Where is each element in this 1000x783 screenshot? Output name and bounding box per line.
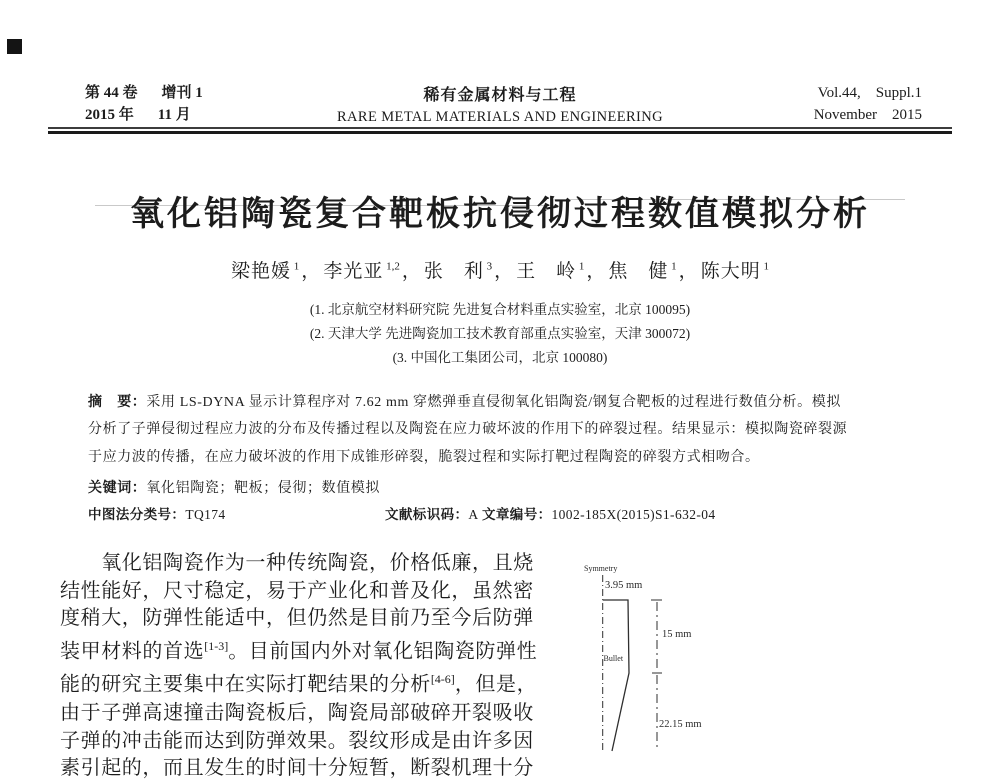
upper-dim-label: 15 mm <box>662 629 692 640</box>
journal-name-en: RARE METAL MATERIALS AND ENGINEERING <box>336 109 664 125</box>
text-line <box>88 444 918 471</box>
author-separator: ， <box>401 261 422 282</box>
issue-cn: 增刊 1 <box>161 85 203 101</box>
header-rule-thin <box>48 127 952 129</box>
affiliation-line: (2. 天津大学 先进陶瓷加工技术教育部重点实验室，天津 300072) <box>309 326 691 341</box>
bullet-outline <box>603 600 629 751</box>
clc-number: 中图法分类号：TQ174 <box>88 507 226 522</box>
journal-name-cn: 稀有金属材料与工程 <box>423 87 577 104</box>
body-text-column <box>60 550 560 783</box>
author-affiliation-sup: 1,2 <box>383 260 400 273</box>
text-line <box>88 388 918 416</box>
scan-artifact-square <box>7 39 22 54</box>
text-segment: 氧化铝陶瓷作为一种传统陶瓷，价格低廉，且烧 <box>60 552 534 574</box>
author-name: 梁艳媛 <box>231 261 292 282</box>
author-separator: ， <box>301 261 322 282</box>
text-segment: 分析了子弹侵彻过程应力波的分布及传播过程以及陶瓷在应力破坏波的作用下的碎裂过程。结果显示：模拟陶瓷碎裂源 <box>88 422 848 438</box>
reference-sup: [4-6] <box>430 672 455 687</box>
journal-header-right <box>814 82 922 126</box>
affiliation-line: (1. 北京航空材料研究院 先进复合材料重点实验室，北京 100095) <box>309 302 691 317</box>
author-name: 陈大明 <box>700 261 761 282</box>
author-separator: ， <box>494 261 515 282</box>
abstract <box>88 388 918 471</box>
text-line <box>60 605 560 633</box>
author-affiliation-sup: 1 <box>760 260 769 273</box>
symmetry-label: Symmetry <box>584 564 618 573</box>
text-segment: 装甲材料的首选 <box>60 640 205 663</box>
text-segment: 素引起的，而且发生的时间十分短暂，断裂机理十分 <box>60 757 534 780</box>
bullet-label: Bullet <box>603 654 624 663</box>
date-en: November 2015 <box>813 107 922 123</box>
keywords-label: 关键词： <box>88 479 147 495</box>
text-line <box>60 578 560 606</box>
document-code: 文献标识码：A <box>385 507 479 522</box>
keywords-text: 氧化铝陶瓷；靶板；侵彻；数值模拟 <box>146 481 381 496</box>
text-line <box>60 755 560 783</box>
author-separator: ， <box>586 261 607 282</box>
text-line <box>60 550 560 578</box>
text-segment: 。目前国内外对氧化铝陶瓷防弹性 <box>228 640 538 663</box>
bold-label: 摘 要： <box>88 393 147 409</box>
author-affiliation-sup: 1 <box>291 260 300 273</box>
volume-cn: 第 44 卷 <box>85 85 138 101</box>
header-rule <box>48 127 952 134</box>
text-segment: 子弹的冲击能而达到防弹效果。裂纹形成是由许多因 <box>60 729 534 752</box>
year-cn: 2015 年 <box>85 107 134 123</box>
text-segment: ，但是， <box>454 674 538 697</box>
text-segment: 于应力波的传播，在应力破坏波的作用下成锥形碎裂，脆裂过程和实际打靶过程陶瓷的碎裂方式相吻合。 <box>88 449 760 465</box>
text-line <box>60 666 560 699</box>
author-separator: ， <box>678 261 699 282</box>
text-segment: 结性能好，尺寸稳定，易于产业化和普及化，虽然密 <box>60 579 534 602</box>
bullet-figure-svg <box>558 554 1000 751</box>
header-rule-thick <box>48 131 952 134</box>
author-affiliation-sup: 3 <box>483 260 493 273</box>
author-name: 张 利 <box>423 261 484 282</box>
bullet-width-dim: 3.95 mm <box>605 580 643 591</box>
article-title: 氧化铝陶瓷复合靶板抗侵彻过程数值模拟分析 <box>130 195 870 233</box>
volume-en: Vol.44, Suppl.1 <box>817 85 922 101</box>
keywords-line <box>88 477 380 497</box>
author-affiliation-sup: 1 <box>576 260 585 273</box>
author-affiliation-sup: 1 <box>668 260 677 273</box>
month-cn: 11 月 <box>157 107 191 123</box>
affiliation-list <box>0 298 1000 370</box>
text-segment: 能的研究主要集中在实际打靶结果的分析 <box>60 674 431 697</box>
author-name: 焦 健 <box>608 261 669 282</box>
affiliation-line: (3. 中国化工集团公司，北京 100080) <box>392 350 608 365</box>
text-line <box>88 416 918 443</box>
text-segment: 由于子弹高速撞击陶瓷板后，陶瓷局部破碎开裂吸收 <box>60 701 534 724</box>
article-id: 文章编号：1002-185X(2015)S1-632-04 <box>482 507 716 522</box>
author-name: 王 岭 <box>516 261 577 282</box>
author-list <box>0 256 1000 283</box>
lower-dim-label: 22.15 mm <box>659 719 702 730</box>
text-line <box>60 700 560 728</box>
text-segment: 采用 LS-DYNA 显示计算程序对 7.62 mm 穿燃弹垂直侵彻氧化铝陶瓷/钢复合靶板的过程进行数值分析。模拟 <box>146 395 841 410</box>
author-name: 李光亚 <box>323 261 384 282</box>
text-segment: 度稍大，防弹性能适中，但仍然是目前乃至今后防弹 <box>60 607 534 630</box>
bullet-dimension-figure <box>558 554 1000 751</box>
reference-sup: [1-3] <box>204 639 229 654</box>
text-line <box>60 633 560 666</box>
text-line <box>60 728 560 756</box>
